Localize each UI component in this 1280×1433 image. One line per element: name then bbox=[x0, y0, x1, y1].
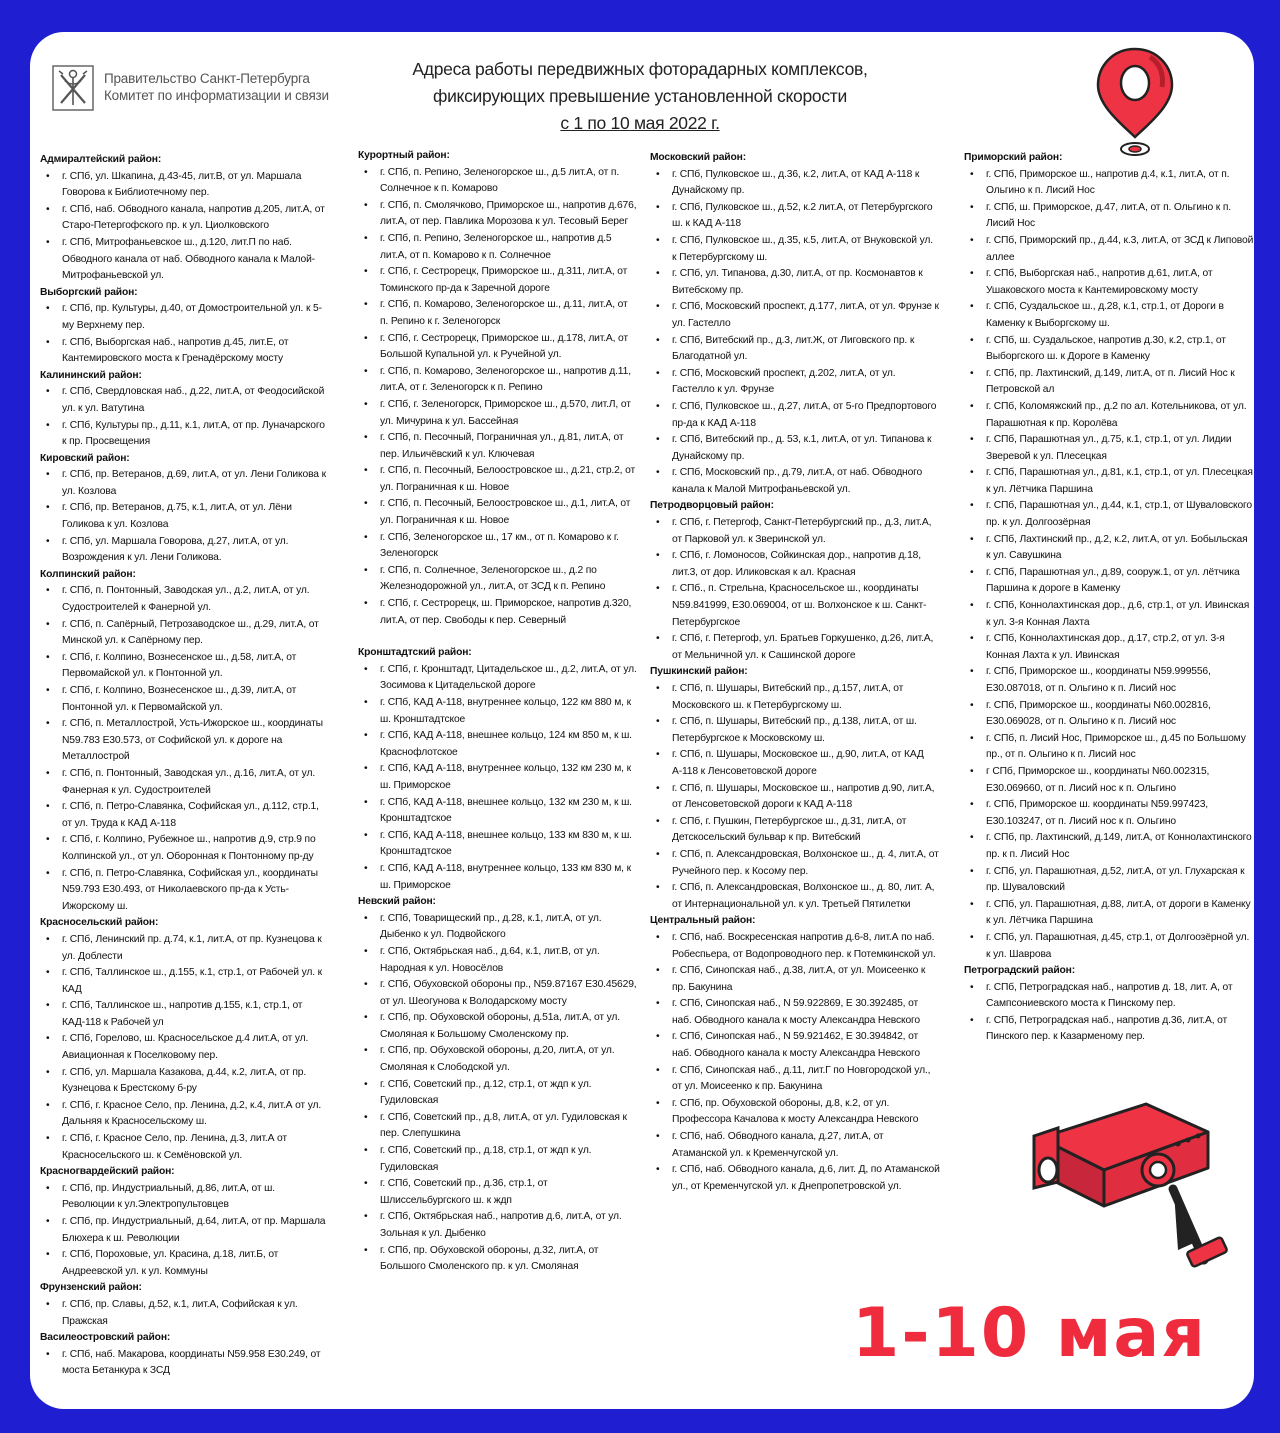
address-list bbox=[650, 167, 940, 499]
address-item: • г. СПб, Приморское ш., координаты N59.999556, E30.087018, от п. Ольгино к п. Лисий нос bbox=[964, 664, 1254, 697]
address-item: • г. СПб, ш. Приморское, д.47, лит.А, от п. Ольгино к п. Лисий Нос bbox=[964, 200, 1254, 233]
district-heading: Кронштадтский район: bbox=[358, 647, 472, 659]
address-item: • г. СПб, г. Зеленогорск, Приморское ш., д.570, лит.Л, от ул. Мичурина к ул. Бассейная bbox=[358, 397, 638, 430]
address-item: • г. СПб, Коннолахтинская дор., д.17, стр.2, от ул. 3-я Конная Лахта к ул. Ивинская bbox=[964, 631, 1254, 664]
address-item: • г. СПб, п. Лисий Нос, Приморское ш., д.45 по Большому пр., от п. Ольгино к п. Лисий нос bbox=[964, 731, 1254, 764]
address-item: • г. СПб, г. Сестрорецк, Приморское ш., д.178, лит.А, от Большой Купальной ул. к Ручейной ул. bbox=[358, 331, 638, 364]
info-card bbox=[30, 32, 1254, 1409]
address-item: • г. СПб, пр. Индустриальный, д.86, лит.А, от ш. Революции к ул.Электропультовцев bbox=[40, 1181, 330, 1214]
title-line-2: фиксирующих превышение установленной скорости bbox=[432, 86, 847, 106]
district-heading: Курортный район: bbox=[358, 150, 450, 161]
address-item: • г. СПб, пр. Славы, д.52, к.1, лит.А, Софийская к ул. Пражская bbox=[40, 1297, 330, 1330]
address-item: • г. СПб, г. Кронштадт, Цитадельское ш., д.2, лит.А, от ул. Зосимова к Цитадельской дороге bbox=[358, 662, 638, 695]
address-item: • г. СПб, Парашютная ул., д.89, сооруж.1, от ул. лётчика Паршина к дороге в Каменку bbox=[964, 565, 1254, 598]
address-item: • г. СПб, ш. Суздальское, напротив д.30, к.2, стр.1, от Выборгского ш. к Дороге в Каменку bbox=[964, 333, 1254, 366]
district-heading: Адмиралтейский район: bbox=[40, 154, 162, 165]
date-range-label: 1-10 мая bbox=[852, 1294, 1207, 1373]
address-item: • г. СПб, п. Понтонный, Заводская ул., д.16, лит.А, от ул. Фанерная к ул. Судостроителей bbox=[40, 766, 330, 799]
address-item: • г. СПб, Витебский пр., д.3, лит.Ж, от Лиговского пр. к Благодатной ул. bbox=[650, 333, 940, 366]
address-item: • г. СПб, Пулковское ш., д.36, к.2, лит.А, от КАД А-118 к Дунайскому пр. bbox=[650, 167, 940, 200]
district-heading: Московский район: bbox=[650, 152, 746, 163]
address-list bbox=[40, 932, 330, 1164]
district-heading: Колпинский район: bbox=[40, 568, 136, 580]
address-item: • г. СПб, Выборгская наб., напротив д.45, лит.Е, от Кантемировского моста к Гренадёрскому мосту bbox=[40, 335, 330, 368]
address-item: • г. СПб, п. Смолячково, Приморское ш., напротив д.676, лит.А, от пер. Павлика Морозова к ул. Тесовый Берег bbox=[358, 198, 638, 231]
district-heading: Пушкинский район: bbox=[650, 666, 748, 678]
address-item: • г. СПб, Таллинское ш., напротив д.155, к.1, стр.1, от КАД-118 к Рабочей ул bbox=[40, 998, 330, 1031]
address-list bbox=[40, 467, 330, 567]
address-item: • г. СПб, ул. Парашютная, д.45, стр.1, от Долгоозёрной ул. к ул. Шаврова bbox=[964, 930, 1254, 963]
address-item: • г. СПб, п. Шушары, Витебский пр., д.138, лит.А, от ш. Петербургское к Московскому ш. bbox=[650, 714, 940, 747]
address-item: • г. СПб, Приморское ш. координаты N59.997423, E30.103247, от п. Лисий нос к п. Ольгино bbox=[964, 797, 1254, 830]
address-item: • г. СПб, Советский пр., д.18, стр.1, от ждп к ул. Гудиловская bbox=[358, 1143, 638, 1176]
org-name: Правительство Санкт-Петербурга bbox=[104, 71, 310, 86]
district-heading: Приморский район: bbox=[964, 152, 1063, 163]
address-item: • г. СПб, пр. Обуховской обороны, д.8, к.2, от ул. Профессора Качалова к мосту Александра Невского bbox=[650, 1096, 940, 1129]
address-item: • г. СПб, п. Песочный, Пограничная ул., д.81, лит.А, от пер. Ильичёвский к ул. Ключевая bbox=[358, 430, 638, 463]
address-item: • г. СПб, г. Колпино, Вознесенское ш., д.39, лит.А, от Понтонной ул. к Первомайской ул. bbox=[40, 683, 330, 716]
address-item: • г. СПб, Коннолахтинская дор., д.6, стр.1, от ул. Ивинская к ул. 3-я Конная Лахта bbox=[964, 598, 1254, 631]
address-item: • г. СПб, п. Репино, Зеленогорское ш., напротив д.5 лит.А, от п. Комарово к п. Солнечное bbox=[358, 231, 638, 264]
address-item: • г. СПб, Синопская наб., N 59.922869, E 30.392485, от наб. Обводного канала к мосту Александра Невского bbox=[650, 996, 940, 1029]
district-heading: Красногвардейский район: bbox=[40, 1166, 175, 1178]
address-item: • г. СПб, г. Колпино, Вознесенское ш., д.58, лит.А, от Первомайской ул. к Понтонной ул. bbox=[40, 650, 330, 683]
address-item: • г. СПб, Советский пр., д.36, стр.1, от Шлиссельбургского ш. к ждп bbox=[358, 1176, 638, 1209]
address-item: • г. СПб, г. Петергоф, ул. Братьев Горкушенко, д.26, лит.А, от Мельничной ул. к Сашинской дороге bbox=[650, 631, 940, 664]
government-logo bbox=[52, 65, 342, 109]
address-item: • г. СПб, пр. Ветеранов, д.75, к.1, лит.А, от ул. Лёни Голикова к ул. Козлова bbox=[40, 500, 330, 533]
address-list bbox=[40, 384, 330, 450]
address-item: • г. СПб, п. Песочный, Белоостровское ш., д.1, лит.А, от ул. Пограничная к ш. Новое bbox=[358, 496, 638, 529]
address-list bbox=[40, 169, 330, 285]
address-item: • г СПб, Приморское ш., координаты N60.002315, E30.069660, от п. Лисий нос к п. Ольгино bbox=[964, 764, 1254, 797]
address-item: • г. СПб, п. Петро-Славянка, Софийская ул., координаты N59.793 E30.493, от Николаевского пр-да к Усть-Ижорскому ш. bbox=[40, 866, 330, 916]
address-item: • г. СПб, г. Красное Село, пр. Ленина, д.3, лит.А от Красносельского ш. к Семёновской ул. bbox=[40, 1131, 330, 1164]
address-item: • г. СПб, ул. Маршала Казакова, д.44, к.2, лит.А, от пр. Кузнецова к Брестскому б-ру bbox=[40, 1065, 330, 1098]
address-item: • г. СПб, п. Солнечное, Зеленогорское ш., д.2 по Железнодорожной ул., лит.А, от ЗСД к п. Репино bbox=[358, 563, 638, 596]
address-item: • г. СПб, КАД А-118, внешнее кольцо, 132 км 230 м, к ш. Кронштадтское bbox=[358, 795, 638, 828]
address-item: • г. СПб, Московский пр., д.79, лит.А, от наб. Обводного канала к Малой Митрофаньевской ул. bbox=[650, 465, 940, 498]
address-item: • г. СПб, п. Понтонный, Заводская ул., д.2, лит.А, от ул. Судостроителей к Фанерной ул. bbox=[40, 583, 330, 616]
address-item: • г. СПб, г. Ломоносов, Сойкинская дор., напротив д.18, лит.3, от дор. Иликовская к ал. Красная bbox=[650, 548, 940, 581]
address-item: • г. СПб, г. Красное Село, пр. Ленина, д.2, к.4, лит.А от ул. Дальняя к Красносельскому ш. bbox=[40, 1098, 330, 1131]
address-item: • г. СПб, пр. Обуховской обороны, д.51а, лит.А, от ул. Смоляная к Большому Смоленскому пр. bbox=[358, 1010, 638, 1043]
address-item: • г. СПб, пр. Культуры, д.40, от Домостроительной ул. к 5-му Верхнему пер. bbox=[40, 301, 330, 334]
address-list bbox=[964, 980, 1254, 1046]
district-heading: Фрунзенский район: bbox=[40, 1282, 142, 1294]
address-item: • г. СПб, Лахтинский пр., д.2, к.2, лит.А, от ул. Бобыльская к ул. Савушкина bbox=[964, 532, 1254, 565]
address-item: • г. СПб, ул. Маршала Говорова, д.27, лит.А, от ул. Возрождения к ул. Лени Голикова. bbox=[40, 534, 330, 567]
address-item: • г. СПб, КАД А-118, внутреннее кольцо, 132 км 230 м, к ш. Приморское bbox=[358, 761, 638, 794]
address-list bbox=[964, 167, 1254, 964]
address-item: • г. СПб, КАД А-118, внутреннее кольцо, 122 км 880 м, к ш. Кронштадтское bbox=[358, 695, 638, 728]
address-item: • г. СПб, Пулковское ш., д.52, к.2 лит.А, от Петербургского ш. к КАД А-118 bbox=[650, 200, 940, 233]
address-item: • г. СПб, пр. Лахтинский, д.149, лит.А, от п. Лисий Нос к Петровской ал bbox=[964, 366, 1254, 399]
address-item: • г. СПб, п. Репино, Зеленогорское ш., д.5 лит.А, от п. Солнечное к п. Комарово bbox=[358, 165, 638, 198]
address-item: • г. СПб, п. Шушары, Витебский пр., д.157, лит.А, от Московского ш. к Петербургскому ш. bbox=[650, 681, 940, 714]
district-heading: Петродворцовый район: bbox=[650, 500, 774, 512]
address-item: • г. СПб, Приморский пр., д.44, к.3, лит.А, от ЗСД к Липовой аллее bbox=[964, 233, 1254, 266]
column-4 bbox=[964, 150, 1254, 1046]
address-item: • г. СПб, Пулковское ш., д.27, лит.А, от 5-го Предпортового пр-да к КАД А-118 bbox=[650, 399, 940, 432]
spb-emblem-icon bbox=[52, 65, 94, 111]
address-item: • г. СПб, г. Петергоф, Санкт-Петербургский пр., д.3, лит.А, от Парковой ул. к Зверинской ул. bbox=[650, 515, 940, 548]
address-item: • г. СПб, Ленинский пр. д.74, к.1, лит.А, от пр. Кузнецова к ул. Доблести bbox=[40, 932, 330, 965]
address-item: • г. СПб, п. Петро-Славянка, Софийская ул., д.112, стр.1, от ул. Труда к КАД А-118 bbox=[40, 799, 330, 832]
address-item: • г. СПб, Митрофаньевское ш., д.120, лит.П по наб. Обводного канала от наб. Обводного канала к Малой-Митрофаньевской ул. bbox=[40, 235, 330, 285]
address-item: • г. СПб, ул. Парашютная, д.52, лит.А, от ул. Глухарская к пр. Шуваловский bbox=[964, 864, 1254, 897]
address-item: • г. СПб, Суздальское ш., д.28, к.1, стр.1, от Дороги в Каменку к Выборгскому ш. bbox=[964, 299, 1254, 332]
address-item: • г. СПб, КАД А-118, внешнее кольцо, 124 км 850 м, к ш. Краснофлотское bbox=[358, 728, 638, 761]
column-3 bbox=[650, 150, 940, 1195]
address-item: • г. СПб, п. Шушары, Московское ш., напротив д.90, лит.А, от Ленсоветовской дороги к КАД А-118 bbox=[650, 781, 940, 814]
address-item: • г. СПб, п. Песочный, Белоостровское ш., д.21, стр.2, от ул. Пограничная к ш. Новое bbox=[358, 463, 638, 496]
district-heading: Василеостровский район: bbox=[40, 1332, 171, 1344]
address-item: • г. СПб, п. Сапёрный, Петрозаводское ш., д.29, лит.А, от Минской ул. к Сапёрному пер. bbox=[40, 617, 330, 650]
address-item: • г. СПб, Культуры пр., д.11, к.1, лит.А, от пр. Луначарского к пр. Просвещения bbox=[40, 418, 330, 451]
address-item: • г. СПб, Приморское ш., напротив д.4, к.1, лит.А, от п. Ольгино к п. Лисий Нос bbox=[964, 167, 1254, 200]
address-item: • г. СПб, Таллинское ш., д.155, к.1, стр.1, от Рабочей ул. к КАД bbox=[40, 965, 330, 998]
address-item: • г. СПб, ул. Шкапина, д.43-45, лит.В, от ул. Маршала Говорова к Библиотечному пер. bbox=[40, 169, 330, 202]
address-item: • г. СПб, Московский проспект, д.177, лит.А, от ул. Фрунзе к ул. Гастелло bbox=[650, 299, 940, 332]
address-item: • г. СПб, наб. Обводного канала, напротив д.205, лит.А, от Старо-Петергофского пр. к ул. Циолковского bbox=[40, 202, 330, 235]
address-item: • г. СПб, г. Сестрорецк, Приморское ш., д.311, лит.А, от Томинского пр-да к Заречной дороге bbox=[358, 264, 638, 297]
address-list bbox=[40, 1347, 330, 1380]
address-item: • г. СПб, Советский пр., д.12, стр.1, от ждп к ул. Гудиловская bbox=[358, 1077, 638, 1110]
address-item: • г. СПб, Зеленогорское ш., 17 км., от п. Комарово к г. Зеленогорск bbox=[358, 530, 638, 563]
address-item: • г. СПб, Петроградская наб., напротив д. 18, лит. А, от Сампсониевского моста к Пинскому пер. bbox=[964, 980, 1254, 1013]
address-item: • г. СПб, ул. Типанова, д.30, лит.А, от пр. Космонавтов к Витебскому пр. bbox=[650, 266, 940, 299]
address-item: • г. СПб, п. Комарово, Зеленогорское ш., д.11, лит.А, от п. Репино к г. Зеленогорск bbox=[358, 297, 638, 330]
district-heading: Невский район: bbox=[358, 896, 436, 908]
address-item: • г. СПб, Октябрьская наб., д.64, к.1, лит.В, от ул. Народная к ул. Новосёлов bbox=[358, 944, 638, 977]
address-list bbox=[358, 911, 638, 1276]
address-item: • г. СПб, наб. Воскресенская напротив д.6-8, лит.А по наб. Робеспьера, от Водопроводного пер. к Потемкинской ул. bbox=[650, 930, 940, 963]
address-item: • г. СПб, г. Пушкин, Петербургское ш., д.31, лит.А, от Детскосельский бульвар к пр. Витебский bbox=[650, 814, 940, 847]
address-item: • г. СПб, пр. Ветеранов, д.69, лит.А, от ул. Лени Голикова к ул. Козлова bbox=[40, 467, 330, 500]
address-item: • г. СПб, Пороховые, ул. Красина, д.18, лит.Б, от Андреевской ул. к ул. Коммуны bbox=[40, 1247, 330, 1280]
district-heading: Центральный район: bbox=[650, 915, 756, 927]
address-item: • г. СПб, пр. Индустриальный, д.64, лит.А, от пр. Маршала Блюхера к ш. Революции bbox=[40, 1214, 330, 1247]
district-heading: Выборгский район: bbox=[40, 286, 138, 298]
location-pin-icon bbox=[1090, 45, 1180, 157]
org-committee: Комитет по информатизации и связи bbox=[104, 88, 329, 103]
address-list bbox=[650, 515, 940, 664]
address-list bbox=[40, 1181, 330, 1281]
address-list bbox=[40, 301, 330, 367]
address-item: • г. СПб, пр. Обуховской обороны, д.20, лит.А, от ул. Смоляная к Слободской ул. bbox=[358, 1043, 638, 1076]
address-item: • г. СПб, г. Колпино, Рубежное ш., напротив д.9, стр.9 по Колпинской ул., от ул. Оборонная к Понтонному пр-ду bbox=[40, 832, 330, 865]
address-item: • г. СПб, КАД А-118, внутреннее кольцо, 133 км 830 м, к ш. Приморское bbox=[358, 861, 638, 894]
address-item: • г. СПб, пр. Лахтинский, д.149, лит.А, от Коннолахтинского пр. к п. Лисий Нос bbox=[964, 830, 1254, 863]
address-item: • г. СПб, г. Сестрорецк, ш. Приморское, напротив д.320, лит.А, от пер. Свободы к пер. Северный bbox=[358, 596, 638, 629]
district-heading: Петроградский район: bbox=[964, 965, 1076, 977]
address-list bbox=[40, 583, 330, 915]
address-item: • г. СПб, Витебский пр., д. 53, к.1, лит.А, от ул. Типанова к Дунайскому пр. bbox=[650, 432, 940, 465]
address-item: • г. СПб, Синопская наб., N 59.921462, E 30.394842, от наб. Обводного канала к мосту Александра Невского bbox=[650, 1029, 940, 1062]
address-item: • г. СПб, Московский проспект, д.202, лит.А, от ул. Гастелло к ул. Фрунзе bbox=[650, 366, 940, 399]
address-item: • г. СПб, КАД А-118, внешнее кольцо, 133 км 830 м, к ш. Кронштадтское bbox=[358, 828, 638, 861]
district-heading: Кировский район: bbox=[40, 452, 130, 464]
address-item: • г. СПб, Товарищеский пр., д.28, к.1, лит.А, от ул. Дыбенко к ул. Подвойского bbox=[358, 911, 638, 944]
district-heading: Красносельский район: bbox=[40, 917, 159, 929]
address-list bbox=[358, 662, 638, 894]
address-list bbox=[650, 681, 940, 913]
address-item: • г. СПб, п. Комарово, Зеленогорское ш., напротив д.11, лит.А, от г. Зеленогорск к п. Репино bbox=[358, 364, 638, 397]
address-item: • г. СПб, Выборгская наб., напротив д.61, лит.А, от Ушаковского моста к Кантемировскому мосту bbox=[964, 266, 1254, 299]
address-item: • г. СПб, п. Александровская, Волхонское ш., д. 4, лит.А, от Ручейного пер. к Косому пер. bbox=[650, 847, 940, 880]
address-list bbox=[40, 1297, 330, 1330]
address-item: • г. СПб, Октябрьская наб., напротив д.6, лит.А, от ул. Зольная к ул. Дыбенко bbox=[358, 1209, 638, 1242]
address-item: • г. СПб, п. Шушары, Московское ш., д.90, лит.А, от КАД А-118 к Ленсоветовской дороге bbox=[650, 747, 940, 780]
title-line-1: Адреса работы передвижных фоторадарных комплексов, bbox=[412, 59, 868, 79]
address-item: • г. СПб, Советский пр., д.8, лит.А, от ул. Гудиловская к пер. Слепушкина bbox=[358, 1110, 638, 1143]
address-item: • г. СПб, Приморское ш., координаты N60.002816, E30.069028, от п. Ольгино к п. Лисий нос bbox=[964, 698, 1254, 731]
address-item: • г. СПб, пр. Обуховской обороны, д.32, лит.А, от Большого Смоленского пр. к ул. Смоляная bbox=[358, 1243, 638, 1276]
address-item: • г. СПб, Синопская наб., д.11, лит.Г по Новгородской ул., от ул. Моисеенко к пр. Бакунина bbox=[650, 1063, 940, 1096]
address-item: • г. СПб, Обуховской обороны пр., N59.87167 E30.45629, от ул. Шеогунова к Володарскому мосту bbox=[358, 977, 638, 1010]
address-item: • г. СПб, Парашютная ул., д.44, к.1, стр.1, от Шуваловского пр. к ул. Долгоозёрная bbox=[964, 498, 1254, 531]
address-item: • г. СПб, Пулковское ш., д.35, к.5, лит.А, от Внуковской ул. к Петербургскому ш. bbox=[650, 233, 940, 266]
address-item: • г. СПб, наб. Обводного канала, д.27, лит.А, от Атаманской ул. к Кременчугской ул. bbox=[650, 1129, 940, 1162]
address-item: • г. СПб, ул. Парашютная, д.88, лит.А, от дороги в Каменку к ул. Лётчика Паршина bbox=[964, 897, 1254, 930]
column-2 bbox=[358, 148, 638, 1276]
column-1 bbox=[40, 152, 330, 1380]
address-item: • г. СПб., п. Стрельна, Красносельское ш., координаты N59.841999, E30.069004, от ш. Волхонское к ш. Санкт-Петербургское bbox=[650, 581, 940, 631]
address-item: • г. СПб, Парашютная ул., д.81, к.1, стр.1, от ул. Плесецкая к ул. Лётчика Паршина bbox=[964, 465, 1254, 498]
district-heading: Калининский район: bbox=[40, 369, 142, 381]
address-list bbox=[650, 930, 940, 1196]
address-list bbox=[358, 165, 638, 630]
address-item: • г. СПб, Синопская наб., д.38, лит.А, от ул. Моисеенко к пр. Бакунина bbox=[650, 963, 940, 996]
address-item: • г. СПб, Петроградская наб., напротив д.36, лит.А, от Пинского пер. к Казарменому пер. bbox=[964, 1013, 1254, 1046]
address-item: • г. СПб, Коломяжский пр., д.2 по ал. Котельникова, от ул. Парашютная к пр. Королёва bbox=[964, 399, 1254, 432]
address-item: • г. СПб, Свердловская наб., д.22, лит.А, от Феодосийской ул. к ул. Ватутина bbox=[40, 384, 330, 417]
title-dates: с 1 по 10 мая 2022 г. bbox=[560, 113, 720, 133]
speed-camera-icon bbox=[1028, 1074, 1254, 1270]
address-item: • г. СПб, п. Александровская, Волхонское ш., д. 80, лит. А, от Интернациональной ул. к ул. Третьей Пятилетки bbox=[650, 880, 940, 913]
address-item: • г. СПб, Парашютная ул., д.75, к.1, стр.1, от ул. Лидии Зверевой к ул. Плесецкая bbox=[964, 432, 1254, 465]
address-item: • г. СПб, п. Металлострой, Усть-Ижорское ш., координаты N59.783 E30.573, от Софийской ул. к дороге на Металлострой bbox=[40, 716, 330, 766]
page-title bbox=[350, 56, 930, 137]
address-item: • г. СПб, Горелово, ш. Красносельское д.4 лит.А, от ул. Авиационная к Поселковому пер. bbox=[40, 1031, 330, 1064]
address-item: • г. СПб, наб. Обводного канала, д.6, лит. Д, по Атаманской ул., от Кременчугской ул. к Днепропетровской ул. bbox=[650, 1162, 940, 1195]
address-item: • г. СПб, наб. Макарова, координаты N59.958 E30.249, от моста Бетанкура к ЗСД bbox=[40, 1347, 330, 1380]
